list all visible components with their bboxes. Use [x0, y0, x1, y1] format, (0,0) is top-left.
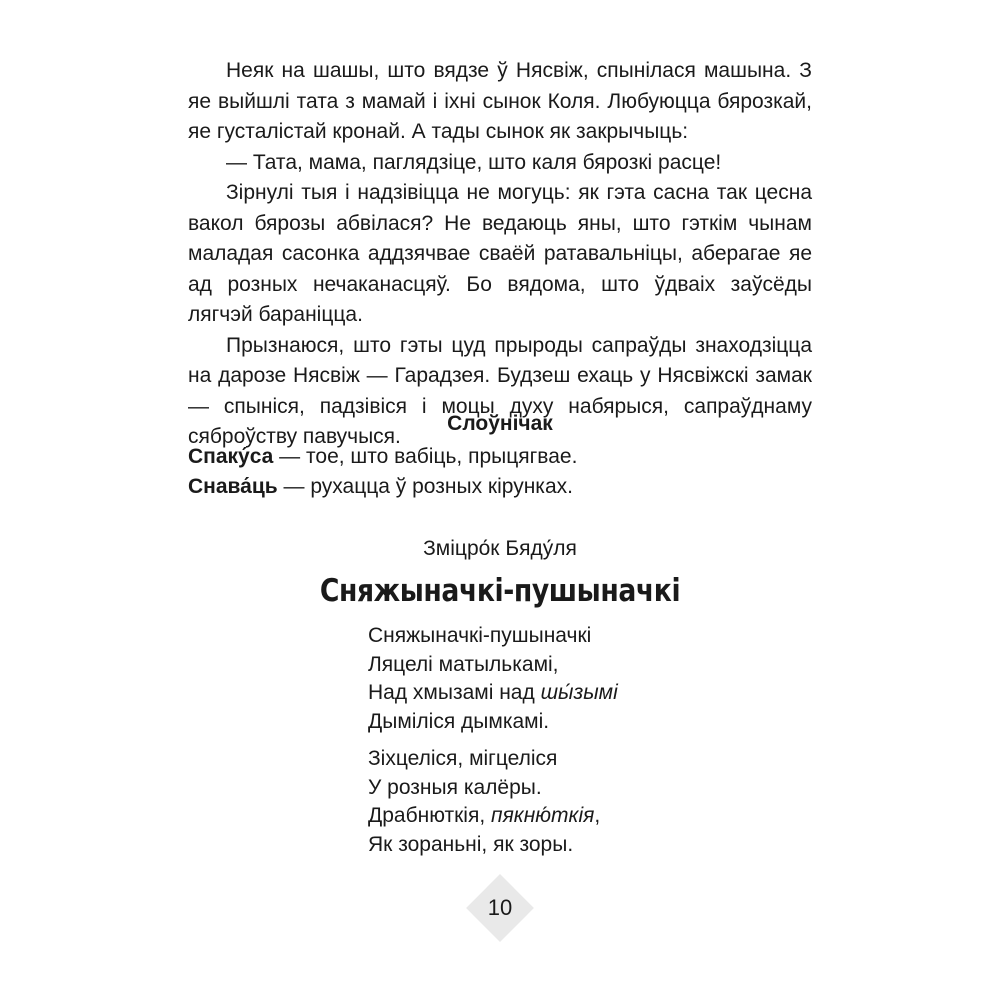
poem-line: Зіхцеліся, мігцеліся	[368, 747, 558, 770]
poem-line: Сняжыначкі-пушыначкі	[368, 624, 592, 647]
poem-line-italic-word: шы́зымі	[540, 681, 618, 704]
page-number-badge	[466, 874, 534, 942]
poem-line-italic-word: пякню́ткія	[491, 804, 595, 827]
poem-line-punct: ,	[594, 804, 601, 827]
paragraph-4: Прызнаюся, што гэты цуд прыроды сапраўды знаходзіцца на дарозе Нясвіж — Гарадзея. Будзеш ехаць у Нясвіжскі замак — спыніся, падзівіся і моцы духу набярыся, сапраўднаму сяброўству павучыся.	[188, 333, 812, 448]
poem-author: Зміцро́к Бяду́ля	[423, 537, 577, 560]
poem-line: Як зораньні, як зоры.	[368, 832, 574, 856]
glossary-definition: — тое, што вабіць, прыцягвае.	[273, 445, 578, 468]
poem-title: Сняжыначкі-пушыначкі	[319, 573, 681, 609]
glossary-title: Слоўнічак	[447, 412, 553, 435]
glossary-entry	[188, 472, 812, 502]
poem-stanza-1	[368, 622, 788, 736]
paragraph-2-dialog: — Тата, мама, паглядзіце, што каля бярозкі расце!	[226, 150, 722, 174]
poem-line-text: Драбнюткія,	[368, 804, 492, 827]
glossary-definition: — рухацца ў розных кірунках.	[277, 475, 573, 498]
poem-line: Ляцелі матылькамі,	[368, 652, 559, 676]
glossary	[188, 442, 812, 502]
poem-stanza-2	[368, 745, 788, 859]
story-text	[188, 56, 812, 453]
paragraph-3: Зірнулі тыя і надзівіцца не могуць: як гэта сасна так цесна вакол бярозы абвілася? Не ведаюць яны, што гэткім чынам маладая сасонка аддзячвае сваёй ратавальніцы, аберагае яе ад розных нечаканасцяў. Бо вядома, што ўдваіх заўсёды лягчэй бараніцца.	[188, 181, 812, 326]
poem-line: Дыміліся дымкамі.	[368, 709, 550, 733]
glossary-term: Снава́ць	[188, 475, 278, 498]
paragraph-1: Неяк на шашы, што вядзе ў Нясвіж, спынілася машына. З яе выйшлі тата з мамай і іхні сынок Коля. Любуюцца бярозкай, яе густалістай кронай. А тады сынок як закрычыць:	[188, 59, 812, 143]
glossary-entry	[188, 442, 812, 472]
poem-line-text: Над хмызамі над	[368, 681, 541, 704]
poem-line: У розныя калёры.	[368, 775, 542, 799]
poem-line	[368, 679, 788, 708]
poem-line	[368, 802, 788, 831]
page-number: 10	[487, 895, 513, 920]
glossary-term: Спаку́са	[188, 445, 274, 468]
